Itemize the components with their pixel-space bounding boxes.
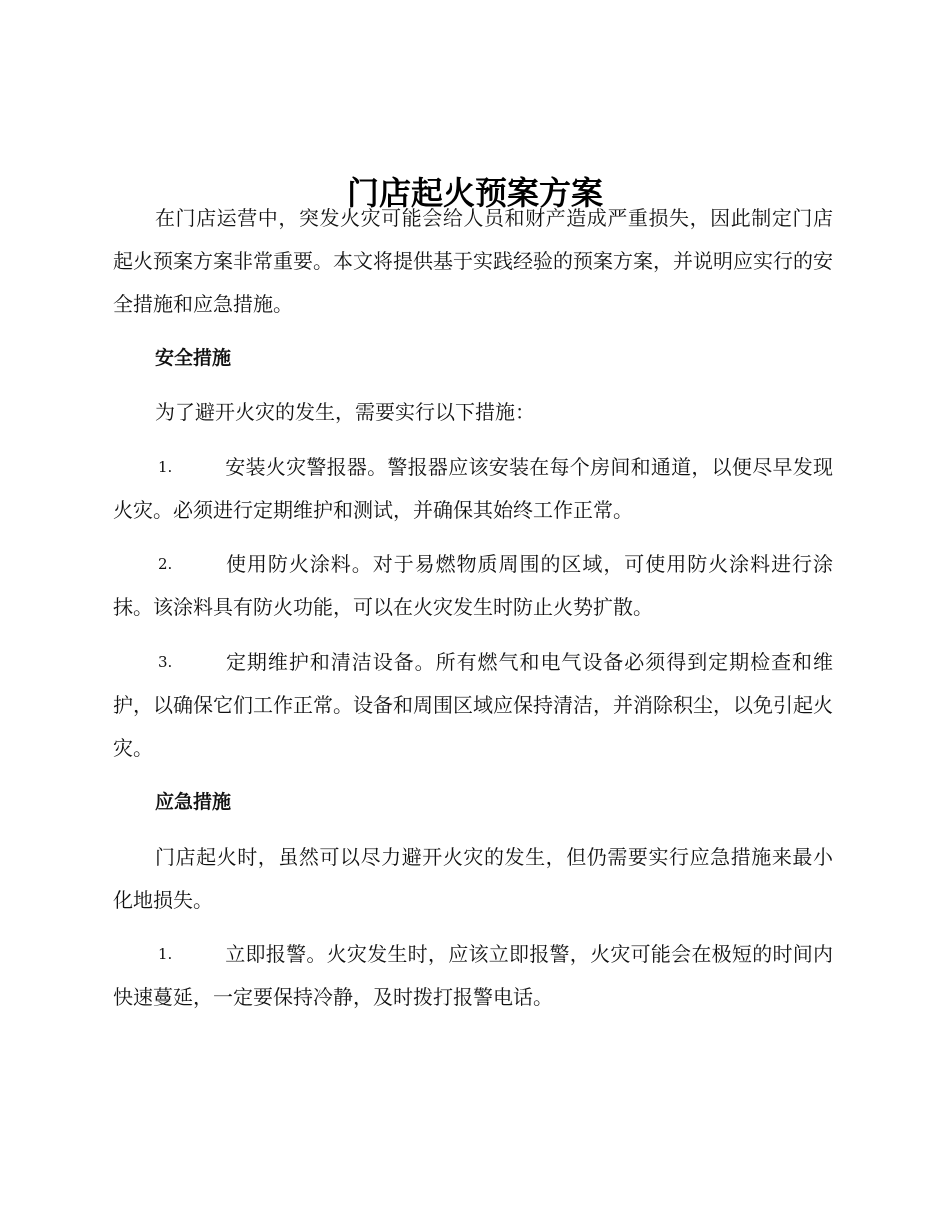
- emergency-lead-paragraph: 门店起火时，虽然可以尽力避开火灾的发生，但仍需要实行应急措施来最小化地损失。: [113, 845, 833, 912]
- list-item-text: 立即报警。火灾发生时，应该立即报警，火灾可能会在极短的时间内快速蔓延，一定要保持冷静，及时拨打报警电话。: [113, 942, 833, 1009]
- list-item: [113, 446, 833, 532]
- list-item: [113, 543, 833, 629]
- list-item-number: 2.: [158, 555, 173, 573]
- list-item-text: 定期维护和清洁设备。所有燃气和电气设备必须得到定期检查和维护，以确保它们工作正常。设备和周围区域应保持清洁，并消除积尘，以免引起火灾。: [113, 650, 833, 760]
- list-item-number: 1.: [158, 458, 173, 476]
- section-heading-safety: 安全措施: [155, 347, 232, 369]
- list-item: [113, 933, 833, 1019]
- safety-lead-paragraph: 为了避开火灾的发生，需要实行以下措施：: [155, 400, 535, 424]
- list-item-number: 1.: [158, 945, 173, 963]
- section-heading-emergency: 应急措施: [155, 791, 232, 813]
- list-item: [113, 641, 833, 770]
- list-item-number: 3.: [158, 653, 173, 671]
- intro-paragraph: 在门店运营中，突发火灾可能会给人员和财产造成严重损失，因此制定门店起火预案方案非常重要。本文将提供基于实践经验的预案方案，并说明应实行的安全措施和应急措施。: [113, 206, 833, 316]
- list-item-text: 安装火灾警报器。警报器应该安装在每个房间和通道，以便尽早发现火灾。必须进行定期维护和测试，并确保其始终工作正常。: [113, 455, 833, 522]
- list-item-text: 使用防火涂料。对于易燃物质周围的区域，可使用防火涂料进行涂抹。该涂料具有防火功能，可以在火灾发生时防止火势扩散。: [113, 552, 833, 619]
- document-title: 门店起火预案方案: [346, 174, 603, 213]
